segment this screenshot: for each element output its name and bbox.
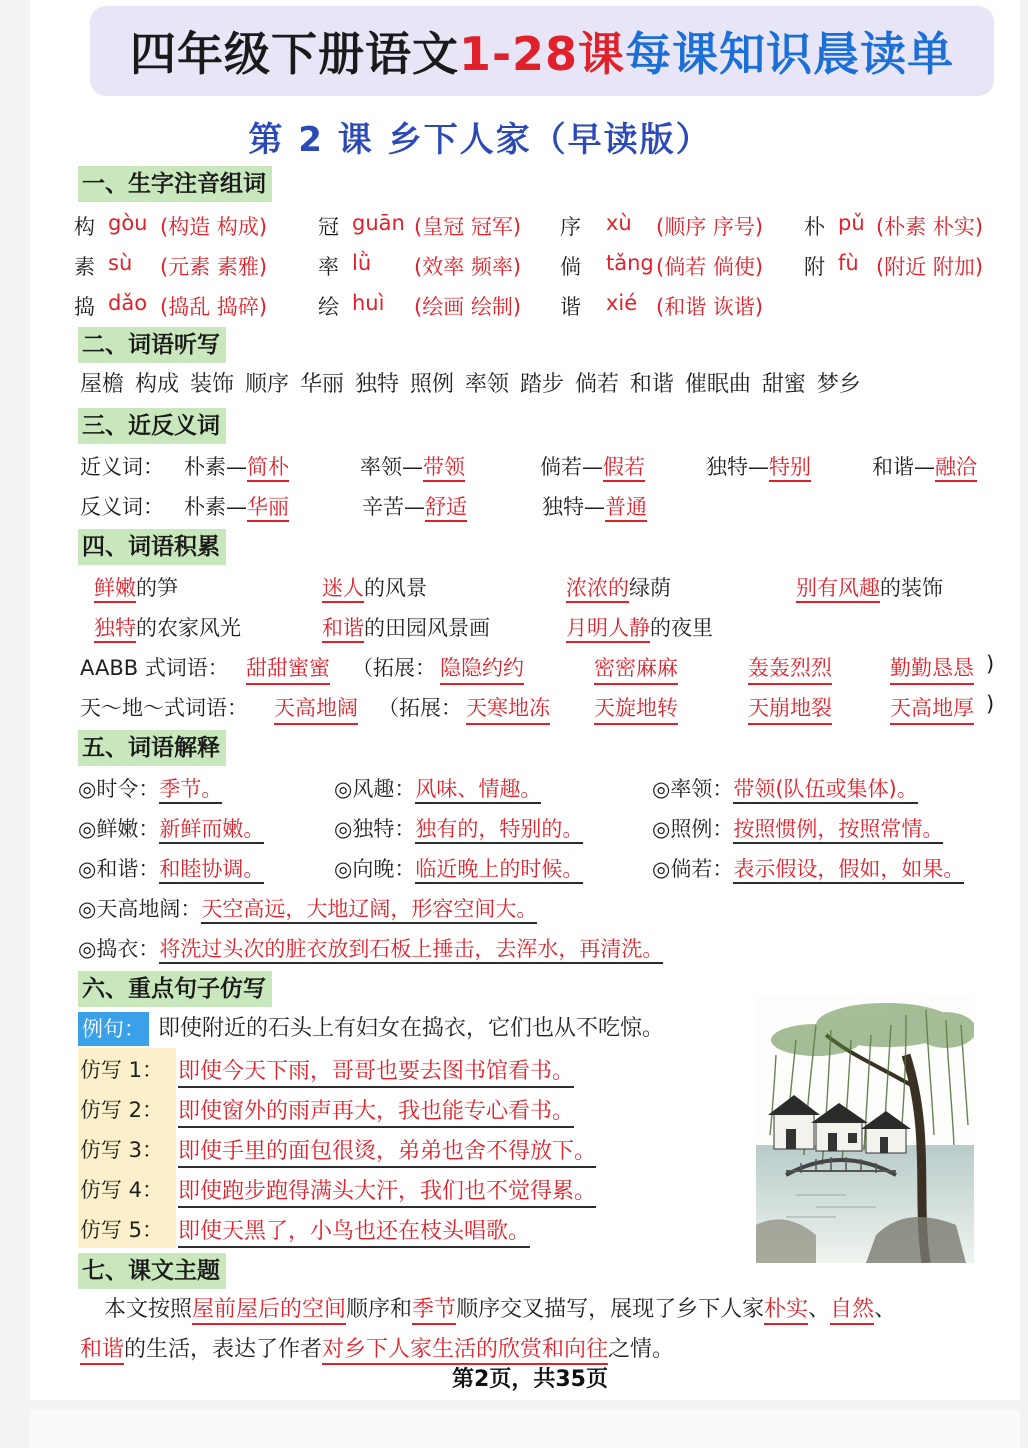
pinyin-7: tǎng xyxy=(606,251,654,275)
imitation-sentence-2: 即使窗外的雨声再大，我也能专心看书。 xyxy=(178,1094,574,1128)
phrase-3: 浓浓的绿荫 xyxy=(566,572,671,602)
definition-10: ◎天高地阔：天空高远，大地辽阔，形容空间大。 xyxy=(78,893,537,923)
dictation-words: 屋檐 构成 装饰 顺序 华丽 独特 照例 率领 踏步 倘若 和谐 催眠曲 甜蜜 梦乡 xyxy=(80,372,861,397)
pinyin-1: gòu xyxy=(108,211,148,235)
definition-4: ◎鲜嫩：新鲜而嫩。 xyxy=(78,813,264,843)
synonym-pair-5: 和谐—融洽 xyxy=(872,451,977,481)
definition-7: ◎和谐：和睦协调。 xyxy=(78,853,264,883)
char-3: 序 xyxy=(560,215,581,239)
definition-6: ◎照例：按照惯例，按照常情。 xyxy=(652,813,943,843)
synonym-pair-1: 朴素—简朴 xyxy=(184,451,289,481)
imitation-sentence-3: 即使手里的面包很烫，弟弟也舍不得放下。 xyxy=(178,1134,596,1168)
theme-line-1: 本文按照屋前屋后的空间顺序和季节顺序交叉描写，展现了乡下人家朴实、自然、 xyxy=(104,1295,896,1325)
synonym-label: 近义词： xyxy=(80,455,164,479)
synonym-pair-3: 倘若—假若 xyxy=(540,451,645,481)
char-2: 冠 xyxy=(318,215,339,239)
char-words-6: (效率 频率) xyxy=(414,255,522,279)
char-words-7: (倘若 倘使) xyxy=(656,255,764,279)
definition-5: ◎独特：独有的，特别的。 xyxy=(334,813,583,843)
char-1: 构 xyxy=(74,215,95,239)
pinyin-5: sù xyxy=(108,251,133,275)
pinyin-6: lǜ xyxy=(352,251,372,275)
section-heading-3: 三、近反义词 xyxy=(78,408,226,444)
aabb-close: ) xyxy=(986,652,995,676)
tiandi-close: ) xyxy=(986,692,995,716)
example-label: 例句： xyxy=(78,1012,149,1046)
imitation-label-1: 仿写 1： xyxy=(80,1058,164,1082)
definition-1: ◎时令：季节。 xyxy=(78,773,222,803)
aabb-ext-label: （拓展： xyxy=(352,656,436,680)
section-heading-1: 一、生字注音组词 xyxy=(78,166,272,202)
tiandi-ext-3: 天崩地裂 xyxy=(748,692,832,725)
pinyin-4: pǔ xyxy=(838,211,865,235)
aabb-ext-2: 密密麻麻 xyxy=(594,652,678,685)
definition-9: ◎倘若：表示假设，假如，如果。 xyxy=(652,853,964,883)
antonym-label: 反义词： xyxy=(80,495,164,519)
tiandi-ext-4: 天高地厚 xyxy=(890,692,974,725)
phrase-2: 迷人的风景 xyxy=(322,572,427,602)
char-words-10: (绘画 绘制) xyxy=(414,295,522,319)
char-5: 素 xyxy=(74,255,95,279)
tiandi-ext-2: 天旋地转 xyxy=(594,692,678,725)
char-words-1: (构造 构成) xyxy=(160,215,268,239)
imitation-label-2: 仿写 2： xyxy=(80,1098,164,1122)
phrase-4: 别有风趣的装饰 xyxy=(796,572,943,602)
pinyin-10: huì xyxy=(352,291,385,315)
char-words-5: (元素 素雅) xyxy=(160,255,268,279)
worksheet-title xyxy=(90,6,994,96)
imitation-label-3: 仿写 3： xyxy=(80,1138,164,1162)
tiandi-label: 天～地～式词语： xyxy=(80,696,248,720)
antonym-pair-1: 朴素—华丽 xyxy=(184,491,289,521)
char-10: 绘 xyxy=(318,295,339,319)
tiandi-ext-label: （拓展： xyxy=(378,696,462,720)
title-grade: 四年级下册语文 xyxy=(129,27,459,81)
aabb-label: AABB 式词语： xyxy=(80,656,229,680)
char-11: 谐 xyxy=(560,295,581,319)
char-9: 捣 xyxy=(74,295,95,319)
tiandi-ext-1: 天寒地冻 xyxy=(466,692,550,725)
antonym-pair-2: 辛苦—舒适 xyxy=(362,491,467,521)
page-number: 第2页，共35页 xyxy=(452,1367,608,1392)
page-gap xyxy=(30,1410,1020,1448)
phrase-1: 鲜嫩的笋 xyxy=(94,572,178,602)
village-ink-painting xyxy=(756,995,974,1263)
pinyin-3: xù xyxy=(606,211,632,235)
char-8: 附 xyxy=(804,255,825,279)
char-words-4: (朴素 朴实) xyxy=(876,215,984,239)
aabb-ext-3: 轰轰烈烈 xyxy=(748,652,832,685)
title-subject: 每课知识晨读单 xyxy=(625,27,955,81)
section-heading-2: 二、词语听写 xyxy=(78,327,226,363)
pinyin-11: xié xyxy=(606,291,638,315)
example-sentence: 即使附近的石头上有妇女在捣衣，它们也从不吃惊。 xyxy=(158,1016,665,1041)
imitation-sentence-4: 即使跑步跑得满头大汗，我们也不觉得累。 xyxy=(178,1174,596,1208)
imitation-label-4: 仿写 4： xyxy=(80,1178,164,1202)
char-words-2: (皇冠 冠军) xyxy=(414,215,522,239)
phrase-5: 独特的农家风光 xyxy=(94,612,241,642)
char-words-11: (和谐 诙谐) xyxy=(656,295,764,319)
char-words-8: (附近 附加) xyxy=(876,255,984,279)
definition-2: ◎风趣：风味、情趣。 xyxy=(334,773,541,803)
imitation-sentence-1: 即使今天下雨，哥哥也要去图书馆看书。 xyxy=(178,1054,574,1088)
definition-11: ◎捣衣：将洗过头次的脏衣放到石板上捶击，去浑水，再清洗。 xyxy=(78,933,663,963)
aabb-ext-4: 勤勤恳恳 xyxy=(890,652,974,685)
title-range: 1-28课 xyxy=(458,27,626,81)
section-heading-6: 六、重点句子仿写 xyxy=(78,971,272,1007)
definition-3: ◎率领：带领(队伍或集体)。 xyxy=(652,773,918,803)
char-words-3: (顺序 序号) xyxy=(656,215,764,239)
pinyin-9: dǎo xyxy=(108,291,148,315)
char-7: 倘 xyxy=(560,255,581,279)
imitation-sentence-5: 即使天黑了，小鸟也还在枝头唱歌。 xyxy=(178,1214,530,1248)
theme-line-2: 和谐的生活，表达了作者对乡下人家生活的欣赏和向往之情。 xyxy=(80,1335,674,1365)
section-heading-7: 七、课文主题 xyxy=(78,1253,226,1289)
char-6: 率 xyxy=(318,255,339,279)
phrase-7: 月明人静的夜里 xyxy=(566,612,713,642)
synonym-pair-2: 率领—带领 xyxy=(360,451,465,481)
section-heading-4: 四、词语积累 xyxy=(78,529,226,565)
pinyin-2: guān xyxy=(352,211,405,235)
imitation-label-5: 仿写 5： xyxy=(80,1218,164,1242)
aabb-ext-1: 隐隐约约 xyxy=(440,652,524,685)
aabb-main: 甜甜蜜蜜 xyxy=(246,652,330,685)
char-4: 朴 xyxy=(804,215,825,239)
tiandi-main: 天高地阔 xyxy=(274,692,358,725)
pinyin-8: fù xyxy=(838,251,859,275)
section-heading-5: 五、词语解释 xyxy=(78,730,226,766)
definition-8: ◎向晚：临近晚上的时候。 xyxy=(334,853,583,883)
antonym-pair-3: 独特—普通 xyxy=(542,491,647,521)
char-words-9: (捣乱 捣碎) xyxy=(160,295,268,319)
phrase-6: 和谐的田园风景画 xyxy=(322,612,490,642)
lesson-title: 第 2 课 乡下人家（早读版） xyxy=(248,120,712,160)
synonym-pair-4: 独特—特别 xyxy=(706,451,811,481)
